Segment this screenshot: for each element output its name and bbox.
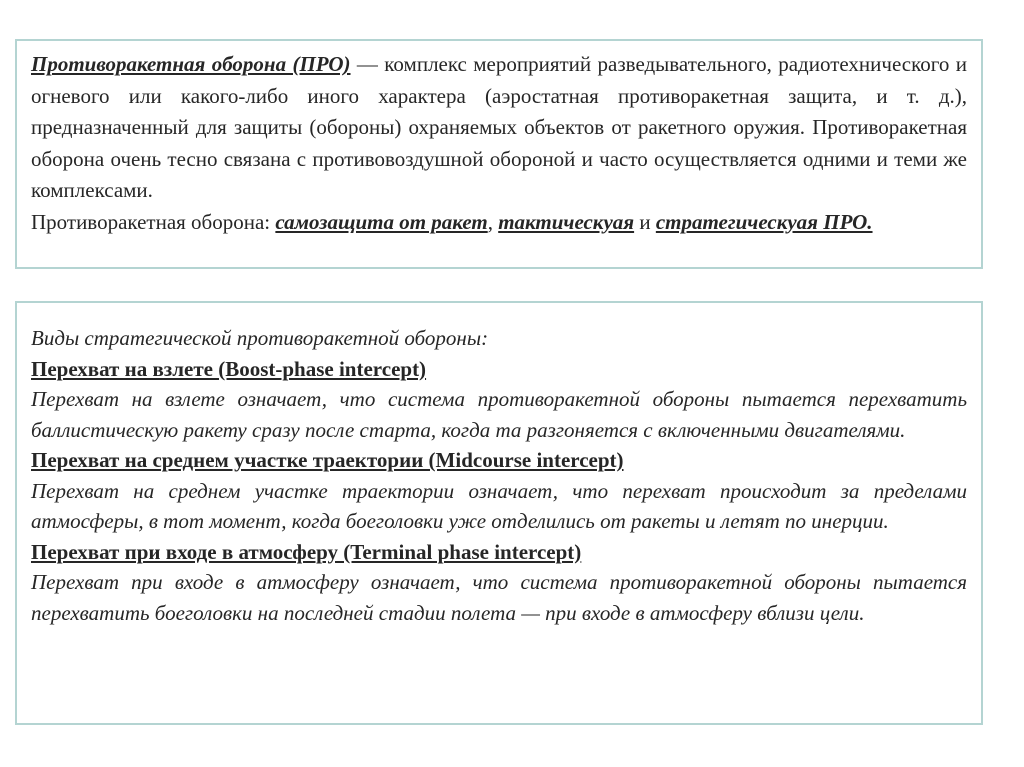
definition-box [15,39,983,269]
defense-type-strategic: стратегическуая ПРО. [655,209,873,234]
defense-type-self-protection: самозащита от ракет [275,209,488,234]
midcourse-heading: Перехват на среднем участке траектории (Midcourse intercept) [31,448,624,472]
strategic-types-box [15,301,983,725]
defense-types-paragraph [31,207,967,239]
terminal-phase-text: Перехват при входе в атмосферу означает, что система противоракетной обороны пытается перехватить боеголовки на последней стадии полета — при входе в атмосферу вблизи цели. [31,570,967,625]
definition-paragraph [31,49,967,207]
midcourse-text: Перехват на среднем участке траектории означает, что перехват происходит за пределами атмосферы, в тот момент, когда боеголовки уже отделились от ракеты и летят по инерции. [31,478,967,533]
defense-types-conjunction: и [634,209,656,234]
boost-phase-text: Перехват на взлете означает, что система противоракетной обороны пытается перехватить баллистическую ракету сразу после старта, когда та разгоняется с включенными двигателями. [31,387,967,442]
boost-phase-heading: Перехват на взлете (Boost-phase intercept) [31,356,427,381]
defense-types-separator: , [487,209,499,234]
definition-body: — комплекс мероприятий разведывательного, радиотехнического и огневого или какого-либо иного характера (аэростатная противоракетная защита, и т. д.), предназначенный для защиты (обороны) охраняемых объектов от ракетного оружия. Противоракетная оборона очень тесно связана с противовоздушной обороной и часто осуществляется одними и теми же комплексами. [31,52,967,202]
terminal-phase-heading: Перехват при входе в атмосферу (Terminal phase intercept) [31,539,582,564]
defense-types-intro: Противоракетная оборона: [31,209,276,234]
strategic-intro: Виды стратегической противоракетной обороны: [31,326,489,350]
definition-term: Противоракетная оборона (ПРО) [31,52,351,76]
defense-type-tactical: тактическуая [498,209,635,234]
